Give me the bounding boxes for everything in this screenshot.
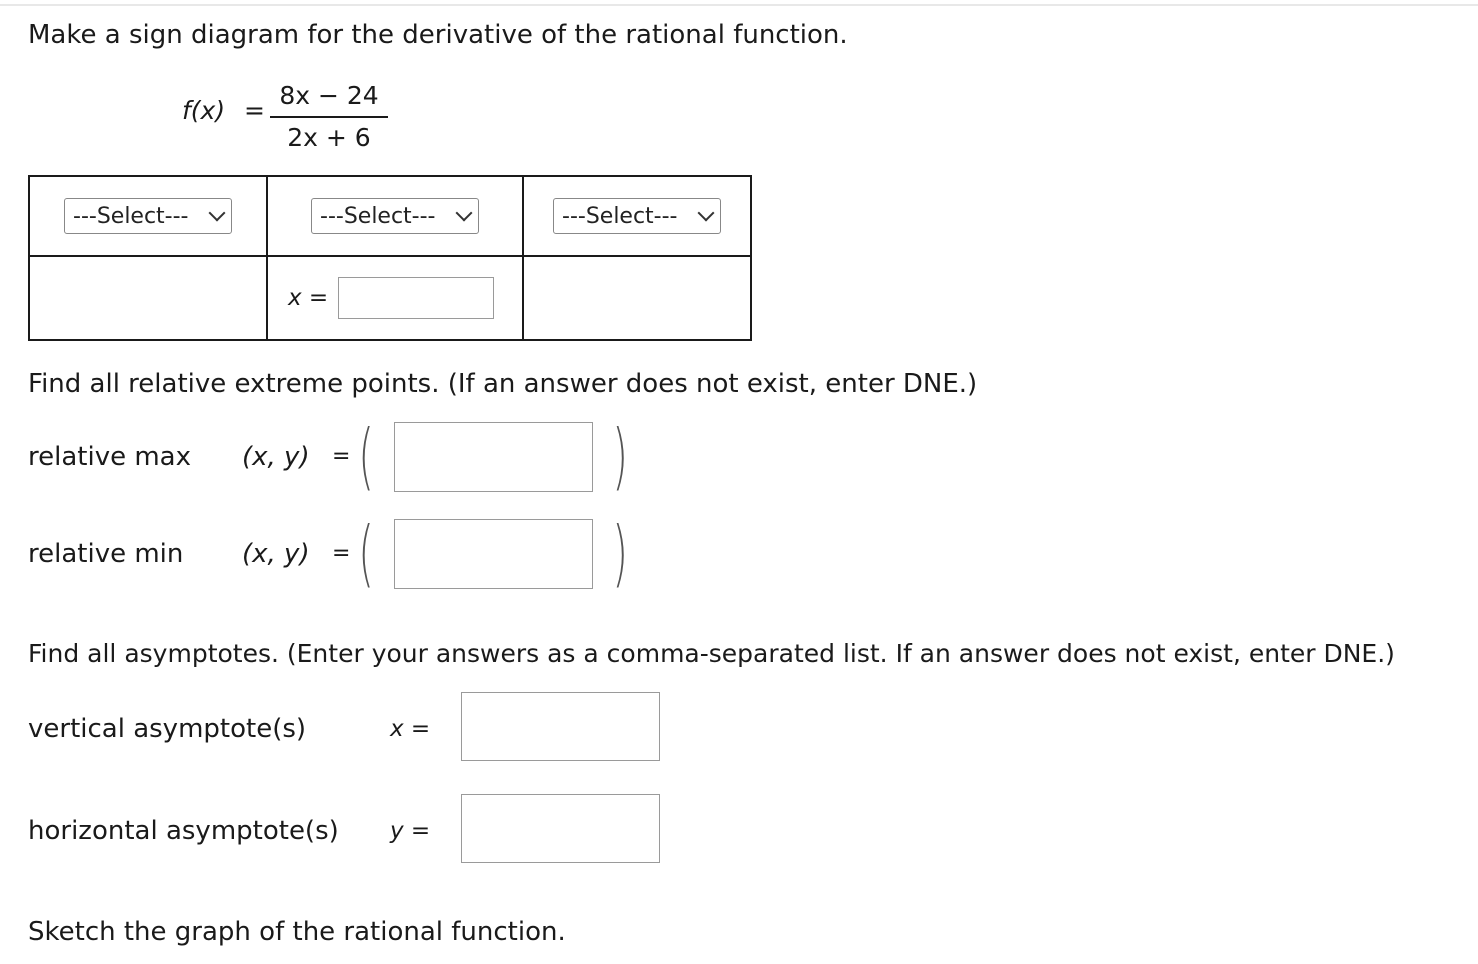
- fraction-bar: [270, 116, 388, 118]
- vertical-asymptote-var: x =: [390, 716, 431, 742]
- extreme-prompt: Find all relative extreme points. (If an answer does not exist, enter DNE.): [28, 369, 978, 399]
- sign-select-2-value: ---Select---: [320, 203, 436, 229]
- horizontal-asymptote-var: y =: [390, 818, 431, 844]
- fraction-denominator: 2x + 6: [287, 123, 371, 152]
- horizontal-asymptote-label: horizontal asymptote(s): [28, 816, 339, 846]
- open-paren-icon: (: [358, 511, 374, 595]
- vertical-asymptote-label: vertical asymptote(s): [28, 714, 307, 744]
- sign-diagram-prompt: Make a sign diagram for the derivative of the rational function.: [28, 20, 848, 50]
- relative-max-xy: (x, y): [242, 442, 310, 472]
- sign-select-1[interactable]: [64, 198, 232, 234]
- relative-max-input[interactable]: [394, 422, 593, 492]
- sign-diagram-table: [28, 175, 752, 341]
- function-equals: =: [244, 96, 265, 125]
- sign-select-3-value: ---Select---: [562, 203, 678, 229]
- relative-min-input[interactable]: [394, 519, 593, 589]
- horizontal-asymptote-input[interactable]: [461, 794, 660, 863]
- close-paren-icon: ): [612, 511, 628, 595]
- open-paren-icon: (: [358, 414, 374, 498]
- chevron-down-icon: [209, 205, 226, 222]
- relative-max-equals: =: [332, 444, 351, 469]
- critical-x-label: x =: [288, 285, 329, 311]
- sign-cell-5: [267, 256, 523, 340]
- chevron-down-icon: [698, 205, 715, 222]
- chevron-down-icon: [456, 205, 473, 222]
- sketch-prompt: Sketch the graph of the rational function.: [28, 917, 566, 947]
- sign-cell-6: [523, 256, 751, 340]
- relative-min-xy: (x, y): [242, 539, 310, 569]
- top-divider: [0, 4, 1478, 6]
- relative-min-equals: =: [332, 541, 351, 566]
- sign-cell-4: [29, 256, 267, 340]
- function-fraction: [270, 78, 388, 156]
- close-paren-icon: ): [612, 414, 628, 498]
- sign-cell-2: [267, 176, 523, 256]
- function-label: f(x): [182, 96, 226, 125]
- sign-select-1-value: ---Select---: [73, 203, 189, 229]
- relative-max-label: relative max: [28, 442, 191, 472]
- sign-cell-1: [29, 176, 267, 256]
- critical-x-input[interactable]: [338, 277, 494, 319]
- sign-cell-3: [523, 176, 751, 256]
- sign-select-3[interactable]: [553, 198, 721, 234]
- vertical-asymptote-input[interactable]: [461, 692, 660, 761]
- asymptote-prompt: Find all asymptotes. (Enter your answers as a comma-separated list. If an answer does not exist, enter DNE.): [28, 639, 1395, 668]
- sign-select-2[interactable]: [311, 198, 479, 234]
- relative-min-label: relative min: [28, 539, 184, 569]
- fraction-numerator: 8x − 24: [279, 81, 379, 110]
